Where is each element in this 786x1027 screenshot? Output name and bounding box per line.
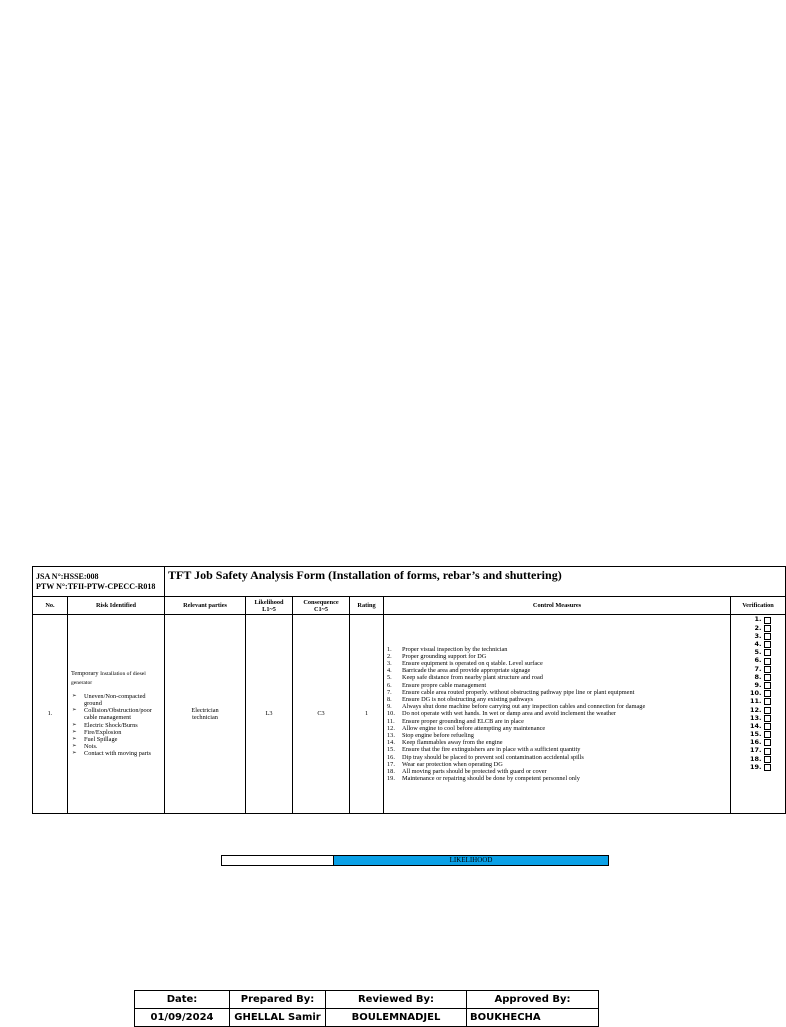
measure-number: 14. (387, 739, 395, 747)
control-measure-item (387, 725, 726, 732)
verification-item (730, 763, 785, 771)
verification-number: 3. (754, 631, 762, 640)
date-value: 01/09/2024 (135, 1009, 230, 1027)
control-measure-item (387, 718, 726, 725)
control-measures-cell (384, 615, 731, 814)
verification-item (730, 698, 785, 706)
col-header-likelihood (246, 597, 293, 615)
col-header-consequence (293, 597, 350, 615)
checkbox-icon[interactable] (764, 698, 771, 705)
verification-item (730, 657, 785, 665)
measure-text: Dip tray should be placed to prevent soil contamination accidental spills (402, 753, 584, 761)
checkbox-icon[interactable] (764, 649, 771, 656)
measure-text: Keep safe distance from nearby plant structure and road (402, 674, 543, 682)
checkbox-icon[interactable] (764, 764, 771, 771)
risk-item: ➢ Nois. (71, 743, 161, 750)
col-header-parties: Relevant parties (165, 597, 246, 615)
measure-text: Maintenance or repairing should be done by competent personnel only (402, 775, 580, 783)
table-row (33, 615, 786, 814)
control-measure-item (387, 761, 726, 768)
verification-number: 2. (754, 623, 762, 632)
party-line-2: technician (192, 714, 218, 721)
measure-text: Ensure cable area routed properly. without obstructing pathway pipe line or plant equipment (402, 688, 635, 696)
checkbox-icon[interactable] (764, 625, 771, 632)
activity-description (71, 670, 161, 686)
verification-number: 12. (750, 705, 762, 714)
measure-text: Ensure proper grounding and ELCB are in place (402, 717, 524, 725)
verification-number: 10. (750, 689, 762, 698)
checkbox-icon[interactable] (764, 666, 771, 673)
measure-number: 12. (387, 724, 395, 732)
measure-text: Always shut done machine before carrying out any inspection cables and connection for damage (402, 703, 646, 711)
verification-number: 7. (754, 664, 762, 673)
control-measure-item (387, 646, 726, 653)
control-measure-item (387, 689, 726, 696)
rating-value: 1 (350, 615, 384, 814)
likelihood-header-line-2: L1~5 (262, 605, 276, 613)
verification-number: 5. (754, 648, 762, 657)
verification-number: 4. (754, 640, 762, 649)
approved-by-value: BOUKHECHA (467, 1009, 599, 1027)
measure-text: Proper visual inspection by the technician (402, 645, 508, 653)
risk-list (71, 693, 161, 758)
verification-number: 6. (754, 656, 762, 665)
checkbox-icon[interactable] (764, 633, 771, 640)
consequence-header-line-1: Consequence (303, 598, 339, 606)
reviewed-by-label: Reviewed By: (326, 991, 467, 1009)
control-measure-item (387, 746, 726, 753)
risk-item: ➢ Fire/Explosion (71, 729, 161, 736)
control-measure-item (387, 682, 726, 689)
verification-number: 13. (750, 713, 762, 722)
col-header-no: No. (33, 597, 68, 615)
jsa-table (32, 566, 786, 814)
control-measure-item (387, 696, 726, 703)
control-measure-item (387, 660, 726, 667)
risk-item: ➢ Electric Shock/Burns (71, 722, 161, 729)
measure-text: Allow engine to cool before attempting any maintenance (402, 724, 546, 732)
reviewed-by-value: BOULEMNADJEL (326, 1009, 467, 1027)
signoff-table (134, 990, 599, 1027)
control-measure-item (387, 674, 726, 681)
measure-number: 16. (387, 753, 395, 761)
measure-number: 8. (387, 695, 392, 703)
measure-number: 17. (387, 760, 395, 768)
likelihood-value: L3 (246, 615, 293, 814)
checkbox-icon[interactable] (764, 674, 771, 681)
checkbox-icon[interactable] (764, 723, 771, 730)
relevant-parties (165, 615, 246, 814)
measure-number: 1. (387, 645, 392, 653)
verification-cell (731, 615, 786, 814)
consequence-value: C3 (293, 615, 350, 814)
control-measure-item (387, 732, 726, 739)
party-line-1: Electrician (191, 706, 219, 714)
measure-text: Keep flammables away from the engine (402, 739, 503, 747)
measure-number: 7. (387, 688, 392, 696)
risk-item: ➢ Uneven/Non-compacted ground (71, 693, 161, 707)
verification-number: 18. (750, 754, 762, 763)
measure-text: Do not operate with wet hands. In wet or damp area and avoid inclement the weather (402, 710, 617, 718)
verification-number: 19. (750, 762, 762, 771)
control-measure-item (387, 739, 726, 746)
measure-text: Proper grounding support for DG (402, 652, 487, 660)
checkbox-icon[interactable] (764, 682, 771, 689)
control-measure-item (387, 775, 726, 782)
measure-number: 10. (387, 710, 395, 718)
date-label: Date: (135, 991, 230, 1009)
verification-number: 8. (754, 672, 762, 681)
checkbox-icon[interactable] (764, 739, 771, 746)
activity-prefix: Temporary (71, 670, 101, 678)
verification-item (730, 616, 785, 624)
verification-number: 14. (750, 721, 762, 730)
likelihood-bar-label: LIKELIHOOD (334, 856, 608, 865)
risk-item: ➢ Collision/Obstruction/poor cable management (71, 707, 161, 721)
likelihood-header-line-1: Likelihood (254, 598, 284, 606)
jsa-number: JSA N°:HSSE:008 (36, 572, 99, 581)
document-reference (33, 567, 165, 597)
measure-number: 3. (387, 659, 392, 667)
col-header-measures: Control Measures (384, 597, 731, 615)
measure-number: 2. (387, 652, 392, 660)
measure-text: Ensure equipment is operated on q stable. Level surface (402, 659, 543, 667)
checkbox-icon[interactable] (764, 756, 771, 763)
verification-number: 11. (750, 697, 762, 706)
control-measure-item (387, 703, 726, 710)
measure-number: 11. (387, 717, 395, 725)
verification-item (730, 747, 785, 755)
verification-number: 9. (754, 680, 762, 689)
checkbox-icon[interactable] (764, 690, 771, 697)
verification-number: 17. (750, 746, 762, 755)
checkbox-icon[interactable] (764, 715, 771, 722)
approved-by-label: Approved By: (467, 991, 599, 1009)
risk-cell (68, 615, 165, 814)
likelihood-bar-blank (222, 856, 334, 865)
checkbox-icon[interactable] (764, 748, 771, 755)
measure-text: Barricade the area and provide appropriate signage (402, 667, 531, 675)
col-header-risk: Risk Identified (68, 597, 165, 615)
risk-item: ➢ Contact with moving parts (71, 750, 161, 757)
verification-number: 16. (750, 738, 762, 747)
measure-number: 4. (387, 667, 392, 675)
control-measure-item (387, 710, 726, 717)
control-measure-item (387, 653, 726, 660)
measure-number: 5. (387, 674, 392, 682)
measure-number: 13. (387, 732, 395, 739)
control-measure-item (387, 754, 726, 761)
checkbox-icon[interactable] (764, 731, 771, 738)
prepared-by-label: Prepared By: (230, 991, 326, 1009)
consequence-header-line-2: C1~5 (313, 605, 329, 613)
ptw-number: PTW N°:TFII-PTW-CPECC-R018 (36, 582, 156, 591)
checkbox-icon[interactable] (764, 617, 771, 624)
checkbox-icon[interactable] (764, 707, 771, 714)
measure-number: 18. (387, 768, 395, 776)
measure-text: Ensure that the fire extinguishers are in place with a sufficient quantity (402, 746, 581, 754)
risk-item: ➢ Fuel Spillage (71, 736, 161, 743)
likelihood-bar (221, 855, 609, 866)
measure-text: Wear ear protection when operating DG (402, 760, 503, 768)
checkbox-icon[interactable] (764, 658, 771, 665)
activity-name: Installation of diesel generator (71, 671, 146, 686)
control-measure-item (387, 768, 726, 775)
col-header-rating: Rating (350, 597, 384, 615)
verification-number: 1. (754, 615, 762, 624)
measure-number: 15. (387, 746, 395, 754)
verification-list (730, 616, 785, 772)
measure-text: Ensure propre cable management (402, 681, 487, 689)
col-header-verification: Verification (731, 597, 786, 615)
control-measures-list (387, 646, 726, 783)
measure-text: Ensure DG is not obstructing any existing pathways (402, 695, 534, 703)
row-number: 1. (33, 615, 68, 814)
measure-text: All moving parts should be protected with guard or cover (402, 768, 547, 776)
measure-number: 19. (387, 775, 395, 783)
verification-number: 15. (750, 730, 762, 739)
checkbox-icon[interactable] (764, 641, 771, 648)
measure-number: 6. (387, 681, 392, 689)
control-measure-item (387, 667, 726, 674)
measure-number: 9. (387, 703, 392, 711)
prepared-by-value: GHELLAL Samir (230, 1009, 326, 1027)
measure-text: Stop engine before refueling (402, 732, 474, 739)
form-title: TFT Job Safety Analysis Form (Installation of forms, rebar’s and shuttering) (165, 567, 786, 597)
